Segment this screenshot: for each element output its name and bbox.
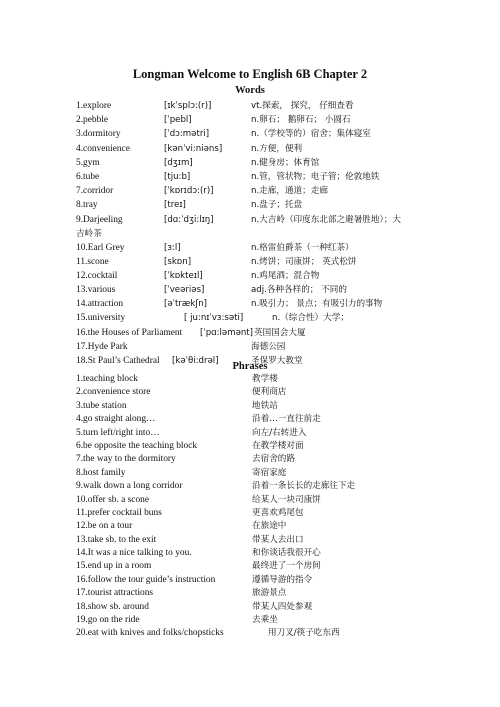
- phrase-row: 2.convenience store 便利商店: [76, 387, 287, 398]
- word-row: 5.gym [dʒɪm] n.健身房；体育馆: [76, 157, 320, 168]
- phrase-row: 4.go straight along… 沿着…一直往前走: [76, 414, 321, 425]
- word-row: 11.scone [skɒn] n.烤饼；司康饼； 英式松饼: [76, 256, 357, 267]
- word-row: 16.the Houses of Parliament [ˈpɑ:ləmənt] 英国国会大厦: [76, 327, 306, 338]
- word-row: 9.Darjeeling [dɑ:ˈdʒi:lɪŋ] n.大吉岭（印度东北部之避暑胜地）；大 吉岭茶: [76, 214, 401, 239]
- phrases-heading: Phrases: [232, 361, 268, 372]
- phrase-row: 14.It was a nice talking to you. 和你谈话我很开心: [76, 548, 321, 559]
- phrase-row: 7.the way to the dormitory 去宿舍的路: [76, 454, 295, 465]
- word-row: 10.Earl Grey [ɜ:l] n.格雷伯爵茶（一种红茶）: [76, 242, 354, 253]
- word-row: 6.tube [tju:b] n.管，管状物；电子管；伦敦地铁: [76, 171, 380, 182]
- phrases-list: [76, 373, 446, 641]
- word-row: 12.cocktail [ˈkɒkteɪl] n.鸡尾酒；混合物: [76, 270, 320, 281]
- word-row: 8.tray [treɪ] n.盘子；托盘: [76, 200, 303, 211]
- word-row: 13.various [ˈveəriəs] adj.各种各样的； 不同的: [76, 285, 347, 296]
- words-list: [76, 99, 436, 368]
- phrase-row: 18.show sb. around 带某人四处参观: [76, 601, 313, 612]
- document-title: Longman Welcome to English 6B Chapter 2: [132, 67, 368, 81]
- phrase-row: 12.be on a tour 在旅途中: [76, 521, 287, 532]
- word-row: 2.pebble [ˈpebl] n.卵石； 鹅卵石； 小圆石: [76, 115, 351, 126]
- word-row: 3.dormitory [ˈdɔ:mətri] n.（学校等的）宿舍；集体寝室: [76, 129, 371, 140]
- word-row: 17.Hyde Park 海德公园: [76, 341, 286, 352]
- phrase-row: 15.end up in a room 最终进了一个房间: [76, 561, 321, 572]
- phrase-row: 11.prefer cocktail buns 更喜欢鸡尾包: [76, 507, 304, 518]
- word-row: 7.corridor [ˈkɒrɪdɔ:(r)] n.走廊，通道；走廊: [76, 186, 328, 197]
- phrase-row: 6.be opposite the teaching block 在教学楼对面: [76, 440, 304, 451]
- word-row: 15.university [ ju:nɪˈvɜ:səti] n.（综合性）大学；: [76, 313, 349, 324]
- word-row: 4.convenience [kənˈvi:niəns] n.方便，便利: [76, 143, 303, 154]
- words-heading: Words: [235, 85, 265, 96]
- phrase-row: 16.follow the tour guide’s instruction 遵循导游的指令: [76, 574, 313, 585]
- phrase-row: 20.eat with knives and folks/chopsticks 用刀叉/筷子吃东西: [76, 628, 340, 639]
- phrase-row: 19.go on the ride 去乘坐: [76, 615, 278, 626]
- word-row: 14.attraction [əˈtrækʃn] n.吸引力； 景点；有吸引力的事物: [76, 299, 383, 310]
- phrase-row: 5.turn left/right into… 向左/右转进入: [76, 427, 307, 438]
- phrase-row: 3.tube station 地铁站: [76, 400, 278, 411]
- phrase-row: 17.tourist attractions 旅游景点: [76, 588, 287, 599]
- word-row: 1.explore [ɪkˈsplɔ:(r)] vt.探索， 探究， 仔细查看: [76, 101, 354, 111]
- phrase-row: 8.host family 寄宿家庭: [76, 467, 287, 478]
- phrase-row: 10.offer sb. a scone 给某人一块司康饼: [76, 494, 321, 505]
- word-row: 18.St Paul’s Cathedral [kəˈθi:drəl] 圣保罗大教堂: [76, 356, 303, 366]
- phrase-row: 1.teaching block 教学楼: [76, 374, 278, 384]
- phrase-row: 9.walk down a long corridor 沿着一条长长的走廊往下走: [76, 481, 356, 492]
- phrase-row: 13.take sb. to the exit 带某人去出口: [76, 534, 304, 545]
